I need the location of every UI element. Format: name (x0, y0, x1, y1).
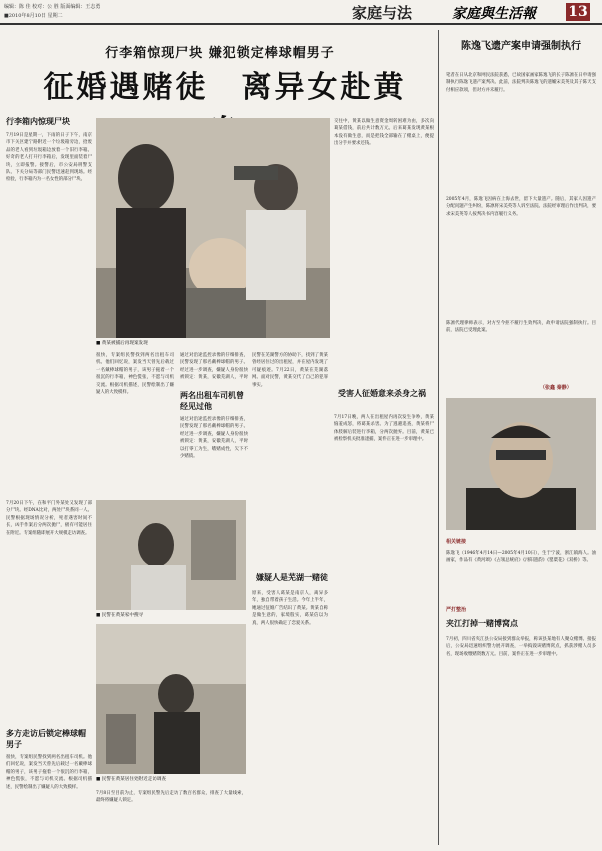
body-col-1: 7月19日是星期一，下雨的日子下午，南京市下关区建宁路附近一个垃圾箱旁边，拾废品的老人看到垃圾箱边放着一个旧行李箱。好奇的老人打开行李箱后，发现里面装着尸块，立即报警。接警后，市公安局刑警支队、下关分局等部门民警迅速赶到现场。经检验，行李箱内为一名女性的部分尸块。 (6, 133, 92, 183)
body-col-2a: 很快，专案组民警找到两名出租车司机。他们回忆说，案发当天曾先后载过一名戴棒球帽的男子，该男子拖着一个很沉的行李箱，神色慌张，不愿与司机交流。根据司机描述，民警绘制出了嫌疑人的大致模样。 (96, 353, 174, 396)
sidebar-body-3: 陈凛代理律师表示，对方至今拒不履行生效判决，故申请法院强制执行。目前，法院已受理此案。 (446, 321, 596, 334)
date-line: ■2010年8月10日 星期二 (4, 13, 63, 19)
photo-portrait (446, 398, 596, 530)
sidebar-source: （张鑫 秦静） (540, 385, 572, 391)
column-divider (438, 30, 439, 845)
brand-logo: 家庭與生活報 (452, 6, 536, 22)
portrait-illustration (446, 398, 596, 530)
kicker: 行李箱惊现尸块 嫌犯锁定棒球帽男子 (105, 46, 335, 61)
body-col-4b: 原来，受害人葛某是南京人，离异多年，独自带着孩子生活。今年上半年，她通过征婚广告结识了黄某。黄某自称是做生意的，家境殷实，葛某信以为真，两人很快确定了恋爱关系。 (252, 591, 328, 626)
body-col-5a: 交往中，黄某以做生意资金周转困难为由，多次向葛某借钱，前后共计数万元。后来葛某发现黄某根本没有做生意，而是把钱全部输在了赌桌上，便提出分手并要求还钱。 (334, 119, 434, 147)
page-number: 13 (566, 3, 590, 21)
body-col-3a: 通过对沿途监控录像的仔细排查，民警发现了那名戴棒球帽的男子。经过进一步调查，嫌疑人身份很快被锁定：黄某，安徽芜湖人，平时 (180, 353, 248, 381)
editor-line: 编辑：陈 佳 校对：公 胜 版面编辑：王志勇 (4, 4, 101, 10)
strict-subtitle: 夹江打掉一赌博窝点 (446, 619, 518, 628)
section-title: 家庭与法 (352, 4, 413, 22)
photo-interrogation (96, 500, 246, 610)
body-col-1b: 7月20日下午，在和平门外某处又发现了部分尸块。经DNA比对，两处尸块系同一人。民警根据现场情况分析，死者遇害时间不长，凶手作案后分两次抛尸，极有可能居住在附近。专案组随即展开大规模走访调查。 (6, 501, 92, 536)
caption-3: ■ 民警在黄某居住处附近走访调查 (96, 777, 167, 782)
photo-arrest (96, 118, 330, 338)
headline: 征婚遇赌徒 离异女赴黄 (43, 70, 407, 105)
strict-title: 严打整治 (446, 607, 467, 613)
body-col-1c: 很快，专案组民警找到两名出租车司机。他们回忆说，案发当天曾先后载过一名戴棒球帽的男子，该男子拖着一个很沉的行李箱，神色慌张，不愿与司机交流。根据司机描述，民警绘制出了嫌疑人的大致模样。 (6, 755, 92, 790)
strict-body: 7月初，四川省夹江县公安局接到群众举报，称该县某地有人聚众赌博。接报后，公安局迅速组织警力展开调查，一举捣毁该赌博窝点，抓获涉赌人员多名，现场收缴赌资数万元。目前，案件正在进一步审理中。 (446, 637, 596, 657)
subhead-1: 行李箱内惊现尸块 (6, 117, 70, 126)
subhead-3: 嫌疑人是芜湖一赌徒 (256, 573, 328, 582)
caption-2: ■ 民警在黄某家中搜寻 (96, 613, 144, 618)
photo-search-illustration (96, 624, 246, 774)
photo-search (96, 624, 246, 774)
subhead-2: 两名出租车司机曾经见过他 (180, 391, 244, 411)
sidebar-title: 陈逸飞遗产案申请强制执行 (461, 41, 581, 52)
photo-interrogation-illustration (96, 500, 246, 610)
sidebar-body-2: 2005年4月，陈逸飞因病在上海去世，留下大量遗产。随后，其家人因遗产分配问题产生纠纷，陈凛将宋美英等人诉至法院。法院经审理后作出判决，要求宋美英等人按判决书内容履行义务。 (446, 197, 596, 217)
body-col-5b: 7月17日晚，两人在出租屋内再次发生争吵，黄某恼羞成怒，将葛某杀害。为了逃避追查，黄某将尸体肢解后装进行李箱，分两次抛弃。目前，黄某已被检察机关批准逮捕，案件正在进一步审理中。 (334, 415, 434, 443)
subhead-4: 多方走访后锁定棒球帽男子 (6, 729, 86, 749)
subhead-5: 受害人征婚意来杀身之祸 (338, 389, 426, 398)
sidebar-body-1: 笔者在日从北京和网民法院获悉，已故国家画家陈逸飞的长子陈凛在日申请强制执行陈逸飞遗产案判决。此前，法院判决陈逸飞的遗孀宋美英及其子陈天支付相应款项，但对方并未履行。 (446, 73, 596, 93)
body-col-2c: 7月8日至目前为止，专案组民警先后走访了数百名群众，排查了大量线索，最终将嫌疑人锁定。 (96, 791, 246, 804)
body-col-3b: 通过对沿途监控录像的仔细排查，民警发现了那名戴棒球帽的男子。经过进一步调查，嫌疑人身份很快被锁定：黄某，安徽芜湖人，平时以打零工为生，嗜赌成性，欠下不少赌债。 (180, 417, 248, 460)
photo-arrest-illustration (96, 118, 330, 338)
related-body: 陈逸飞（1946年4月14日—2005年4月10日），生于宁波，浙江镇海人。油画家，作品有《黄河颂》《占领总统府》《浔阳遗韵》《罂粟花》《双桥》等。 (446, 551, 596, 564)
caption-1: ■ 黄某被捕后再现案发现 (96, 341, 148, 346)
header-rule (0, 23, 602, 25)
related-title: 相关链接 (446, 539, 467, 545)
body-col-4a: 民警在芜湖警方的协助下，找到了黄某曾经居住过的出租屋，并在屋内发现了可疑痕迹。7月22日，黄某在芜湖落网。面对民警，黄某交代了自己的犯罪事实。 (252, 353, 328, 388)
